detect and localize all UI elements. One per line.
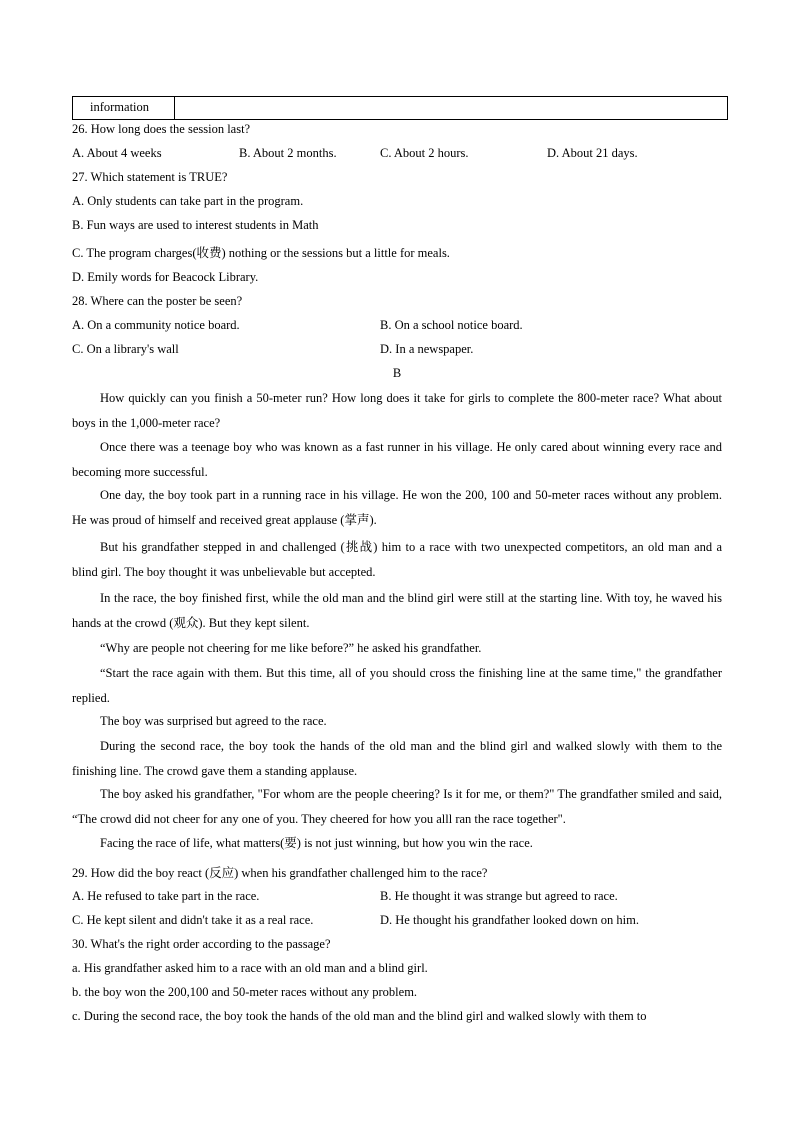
passage-paragraph-2: Once there was a teenage boy who was known as a fast runner in his village. He only cared about winning every race and becoming more successful. (72, 440, 722, 479)
q30-item-a: a. His grandfather asked him to a race with an old man and a blind girl. (72, 961, 428, 975)
q28-option-b: B. On a school notice board. (380, 318, 523, 332)
info-table (72, 96, 728, 120)
passage-paragraph-6: “Why are people not cheering for me like before?” he asked his grandfather. (100, 641, 482, 655)
q29-stem: 29. How did the boy react (反应) when his grandfather challenged him to the race? (72, 866, 488, 880)
q27-option-c: C. The program charges(收费) nothing or the sessions but a little for meals. (72, 246, 450, 260)
q30-item-b: b. the boy won the 200,100 and 50-meter races without any problem. (72, 985, 418, 999)
passage-paragraph-10: The boy asked his grandfather, "For whom are the people cheering? Is it for me, or them?" The grandfather smiled and said, “The crowd did not cheer for any one of you. They cheered for how you alll ran the race together". (72, 787, 722, 826)
q27-option-b: B. Fun ways are used to interest students in Math (72, 218, 319, 232)
q26-option-b: B. About 2 months. (239, 146, 337, 160)
q27-stem: 27. Which statement is TRUE? (72, 170, 228, 184)
q29-option-c: C. He kept silent and didn't take it as a real race. (72, 913, 314, 927)
passage-paragraph-9: During the second race, the boy took the hands of the old man and the blind girl and walked slowly with them to the finishing line. The crowd gave them a standing applause. (72, 739, 722, 778)
passage-paragraph-11: Facing the race of life, what matters(要) is not just winning, but how you win the race. (100, 836, 533, 850)
q28-option-c: C. On a library's wall (72, 342, 179, 356)
q26-option-a: A. About 4 weeks (72, 146, 162, 160)
q29-option-b: B. He thought it was strange but agreed to race. (380, 889, 618, 903)
table-label-cell: information (73, 97, 175, 119)
q29-option-d: D. He thought his grandfather looked down on him. (380, 913, 639, 927)
q28-option-a: A. On a community notice board. (72, 318, 240, 332)
passage-paragraph-8: The boy was surprised but agreed to the race. (100, 714, 327, 728)
q28-option-d: D. In a newspaper. (380, 342, 474, 356)
q27-option-a: A. Only students can take part in the program. (72, 194, 304, 208)
q26-option-c: C. About 2 hours. (380, 146, 469, 160)
passage-paragraph-1: How quickly can you finish a 50-meter run? How long does it take for girls to complete the 800-meter race? What about boys in the 1,000-meter race? (72, 391, 722, 430)
q30-stem: 30. What's the right order according to the passage? (72, 937, 331, 951)
q26-stem: 26. How long does the session last? (72, 122, 251, 136)
section-heading-b: B (392, 366, 402, 380)
q26-option-d: D. About 21 days. (547, 146, 638, 160)
q29-option-a: A. He refused to take part in the race. (72, 889, 260, 903)
q28-stem: 28. Where can the poster be seen? (72, 294, 243, 308)
passage-paragraph-3: One day, the boy took part in a running race in his village. He won the 200, 100 and 50-meter races without any problem. He was proud of himself and received great applause (掌声). (72, 488, 722, 527)
passage-paragraph-5: In the race, the boy finished first, while the old man and the blind girl were still at the starting line. With toy, he waved his hands at the crowd (观众). But they kept silent. (72, 591, 722, 630)
q27-option-d: D. Emily words for Beacock Library. (72, 270, 259, 284)
passage-paragraph-7: “Start the race again with them. But this time, all of you should cross the finishing line at the same time," the grandfather replied. (72, 666, 722, 705)
q30-item-c: c. During the second race, the boy took the hands of the old man and the blind girl and walked slowly with them to (72, 1009, 647, 1023)
table-empty-cell (175, 97, 727, 119)
passage-paragraph-4: But his grandfather stepped in and challenged (挑战) him to a race with two unexpected competitors, an old man and a blind girl. The boy thought it was unbelievable but accepted. (72, 540, 722, 579)
